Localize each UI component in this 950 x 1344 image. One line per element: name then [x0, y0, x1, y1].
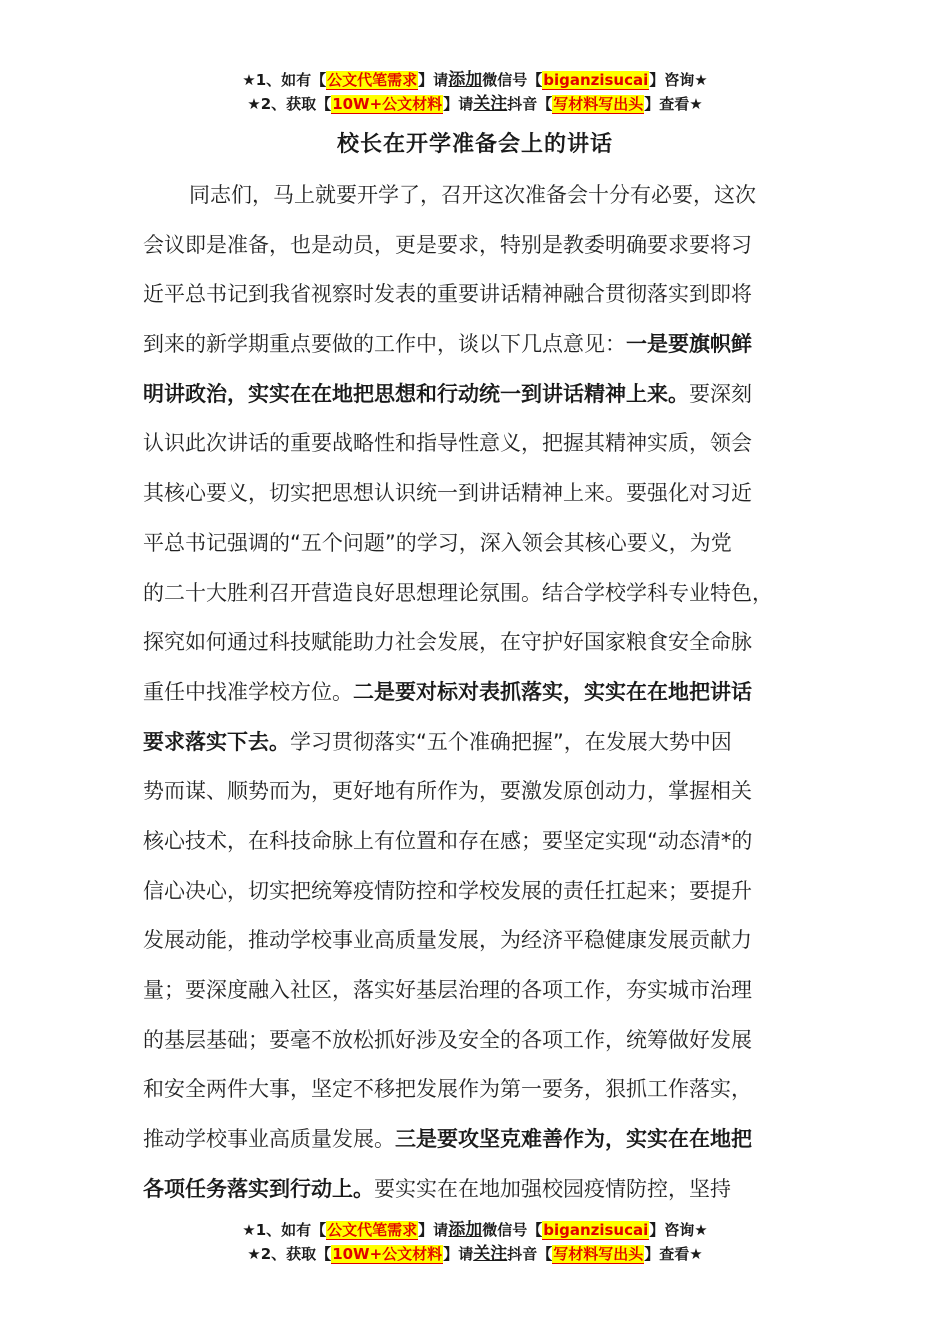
body-line	[143, 1065, 813, 1115]
body-line	[143, 1115, 813, 1165]
banner-text: ★1、如有【	[242, 1221, 327, 1239]
body-line	[143, 569, 813, 619]
body-text-segment: 学习贯彻落实“五个准确把握”，在发展大势中因	[290, 729, 732, 754]
banner-text: ★2、获取【	[247, 1245, 332, 1263]
body-line	[143, 370, 813, 420]
banner-underline-text: 添加	[448, 70, 483, 90]
body-text-segment: 要实实在在地加强校园疫情防控，坚持	[374, 1176, 731, 1201]
body-text-segment: 近平总书记到我省视察时发表的重要讲话精神融合贯彻落实到即将	[143, 282, 752, 307]
banner-line-1	[0, 1218, 950, 1242]
body-line	[143, 718, 813, 768]
footer-banner	[0, 1218, 950, 1266]
body-line	[143, 867, 813, 917]
banner-text: 抖音【	[507, 1245, 553, 1263]
body-line	[143, 668, 813, 718]
body-text-segment: 的二十大胜利召开营造良好思想理论氛围。结合学校学科专业特色，	[143, 580, 773, 605]
banner-line-2	[0, 92, 950, 116]
body-line	[143, 966, 813, 1016]
douyin-id-highlight: 写材料写出头	[553, 1245, 644, 1263]
header-banner	[0, 68, 950, 116]
banner-highlight: 公文代笔需求	[327, 71, 418, 89]
banner-text: 】查看★	[644, 95, 703, 113]
body-text-segment: 其核心要义，切实把思想认识统一到讲话精神上来。要强化对习近	[143, 481, 752, 506]
body-line	[143, 221, 813, 271]
body-text-segment: 信心决心，切实把统筹疫情防控和学校发展的责任扛起来；要提升	[143, 878, 752, 903]
banner-highlight: 10W+公文材料	[332, 1245, 443, 1263]
banner-text: 】咨询★	[649, 71, 708, 89]
body-line	[143, 519, 813, 569]
body-line	[143, 469, 813, 519]
banner-underline-text: 添加	[448, 1220, 483, 1240]
banner-text: ★2、获取【	[247, 95, 332, 113]
douyin-id-highlight: 写材料写出头	[553, 95, 644, 113]
banner-text: 】请	[443, 95, 474, 113]
body-line	[143, 419, 813, 469]
body-text-segment: 同志们，马上就要开学了，召开这次准备会十分有必要，这次	[189, 183, 756, 207]
banner-underline-text: 关注	[473, 94, 508, 114]
banner-line-1	[0, 68, 950, 92]
body-text-segment: 势而谋、顺势而为，更好地有所作为，要激发原创动力，掌握相关	[143, 779, 752, 804]
body-text-segment: 认识此次讲话的重要战略性和指导性意义，把握其精神实质，领会	[143, 431, 752, 456]
body-text-segment: 要深刻	[689, 381, 752, 406]
banner-text: 】请	[418, 71, 449, 89]
banner-text: 】咨询★	[649, 1221, 708, 1239]
banner-text: 】查看★	[644, 1245, 703, 1263]
banner-text: ★1、如有【	[242, 71, 327, 89]
banner-text: 】请	[443, 1245, 474, 1263]
banner-text: 微信号【	[482, 71, 543, 89]
body-line	[143, 171, 813, 221]
body-line	[143, 817, 813, 867]
banner-underline-text: 关注	[473, 1244, 508, 1264]
body-line	[143, 916, 813, 966]
body-text-segment: 到来的新学期重点要做的工作中，谈以下几点意见：	[143, 332, 626, 357]
document-title: 校长在开学准备会上的讲话	[336, 132, 613, 157]
banner-text: 】请	[418, 1221, 449, 1239]
bold-heading-text: 三是要攻坚克难善作为，实实在在地把	[395, 1127, 752, 1152]
body-text-segment: 推动学校事业高质量发展。	[143, 1127, 395, 1152]
body-text-segment: 核心技术，在科技命脉上有位置和存在感；要坚定实现“动态清*的	[143, 828, 753, 853]
body-line	[143, 767, 813, 817]
body-text-segment: 和安全两件大事，坚定不移把发展作为第一要务，狠抓工作落实，	[143, 1077, 752, 1102]
body-text-segment: 的基层基础；要毫不放松抓好涉及安全的各项工作，统筹做好发展	[143, 1027, 752, 1052]
wechat-id-highlight: biganzisucai	[543, 71, 649, 89]
body-text-segment: 探究如何通过科技赋能助力社会发展，在守护好国家粮食安全命脉	[143, 630, 752, 655]
body-line	[143, 1165, 813, 1215]
bold-heading-text: 一是要旗帜鲜	[626, 332, 752, 357]
wechat-id-highlight: biganzisucai	[543, 1221, 649, 1239]
bold-heading-text: 各项任务落实到行动上。	[143, 1176, 374, 1201]
body-text-segment: 平总书记强调的“五个问题”的学习，深入领会其核心要义，为党	[143, 530, 732, 555]
banner-highlight: 公文代笔需求	[327, 1221, 418, 1239]
banner-text: 微信号【	[482, 1221, 543, 1239]
banner-text: 抖音【	[507, 95, 553, 113]
body-text-segment: 量；要深度融入社区，落实好基层治理的各项工作，夯实城市治理	[143, 978, 752, 1002]
banner-highlight: 10W+公文材料	[332, 95, 443, 113]
body-line	[143, 618, 813, 668]
bold-heading-text: 明讲政治，实实在在地把思想和行动统一到讲话精神上来。	[143, 381, 689, 406]
banner-line-2	[0, 1242, 950, 1266]
bold-heading-text: 要求落实下去。	[143, 729, 290, 754]
bold-heading-text: 二是要对标对表抓落实，实实在在地把讲话	[353, 679, 752, 704]
document-body	[143, 171, 813, 1214]
body-text-segment: 重任中找准学校方位。	[143, 679, 353, 704]
body-line	[143, 270, 813, 320]
body-text-segment: 会议即是准备，也是动员，更是要求，特别是教委明确要求要将习	[143, 232, 752, 257]
body-line	[143, 1016, 813, 1066]
body-line	[143, 320, 813, 370]
body-text-segment: 发展动能，推动学校事业高质量发展，为经济平稳健康发展贡献力	[143, 928, 752, 953]
